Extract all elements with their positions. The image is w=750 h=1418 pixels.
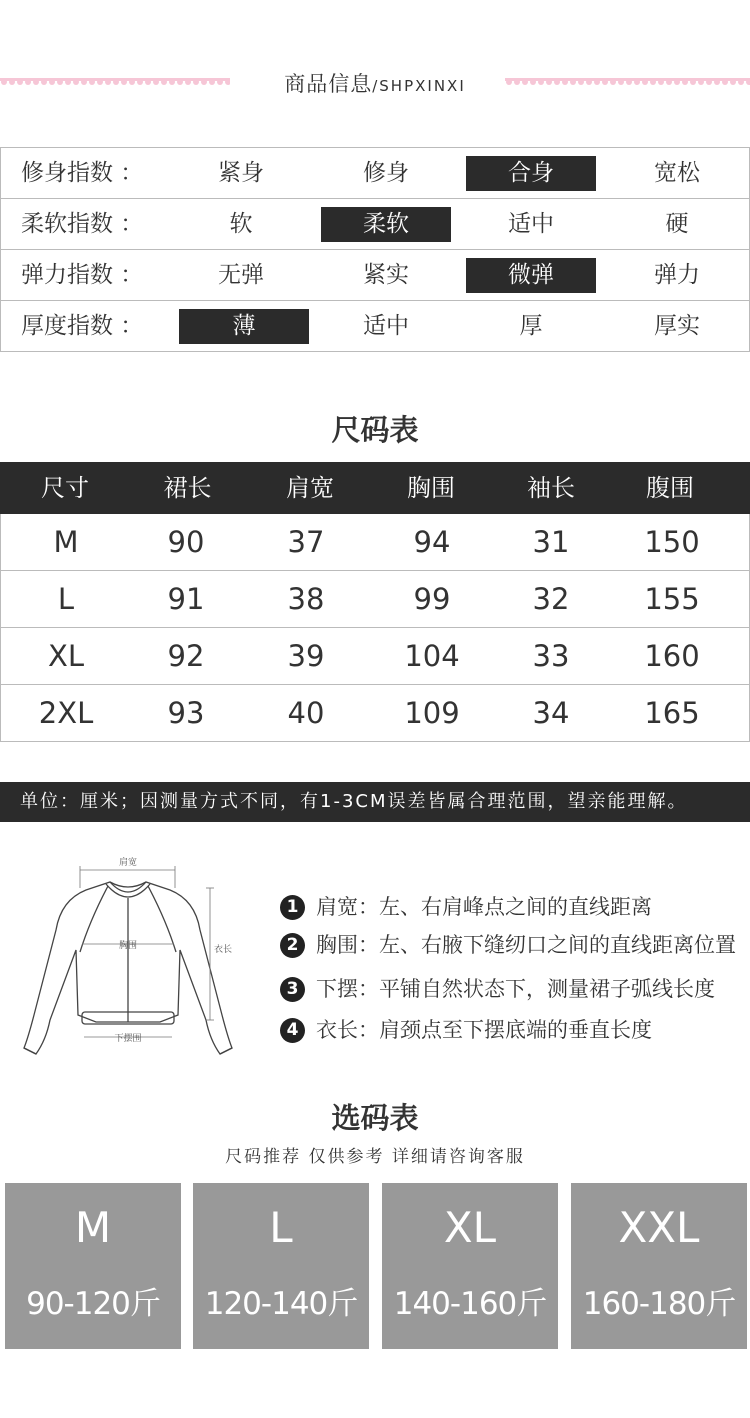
attr-option: 柔软 [321, 207, 451, 242]
measurement-number: 3 [280, 977, 305, 1002]
attr-row-elasticity [1, 250, 749, 301]
attr-option: 硬 [665, 211, 689, 237]
unit-note: 单位：厘米；因测量方式不同，有1-3CM误差皆属合理范围，望亲能理解。 [0, 782, 750, 822]
size-header-cell: 肩宽 [286, 474, 334, 502]
size-cell: 2XL [38, 696, 94, 730]
size-card-weight-range: 90-120斤 [26, 1286, 160, 1322]
size-cell: 99 [413, 582, 451, 616]
attr-label: 弹力指数 ： [21, 262, 144, 288]
size-cell: 104 [404, 639, 460, 673]
size-card-size: L [269, 1203, 293, 1252]
header-right-decoration [505, 78, 750, 86]
size-cell: XL [47, 639, 85, 673]
size-cell: 91 [167, 582, 205, 616]
diagram-label-hem: 下摆围 [114, 1034, 142, 1044]
size-cell: 109 [404, 696, 460, 730]
jacket-measurement-diagram [10, 840, 260, 1070]
attr-label: 柔软指数 ： [21, 211, 144, 237]
size-card-xxl [571, 1183, 747, 1349]
size-cell: 34 [532, 696, 570, 730]
size-card-weight-range: 160-180斤 [582, 1286, 736, 1322]
diagram-label-shoulder: 肩宽 [118, 858, 138, 868]
size-header-cell: 尺寸 [41, 474, 89, 502]
measurement-number: 4 [280, 1018, 305, 1043]
size-cell: 33 [532, 639, 570, 673]
diagram-label-length: 衣长 [214, 945, 233, 955]
attr-label: 厚度指数 ： [21, 313, 144, 339]
size-row [0, 571, 750, 628]
size-picker-title: 选码表 [331, 1101, 419, 1135]
size-row [0, 685, 750, 742]
size-cell: 93 [167, 696, 205, 730]
attr-option: 微弹 [466, 258, 596, 293]
attr-option: 紧身 [218, 160, 264, 186]
measurement-number: 2 [280, 933, 305, 958]
size-row [0, 628, 750, 685]
size-card-weight-range: 140-160斤 [393, 1286, 547, 1322]
size-chart-title: 尺码表 [331, 413, 419, 447]
size-picker-subtitle: 尺码推荐 仅供参考 详细请咨询客服 [225, 1147, 525, 1167]
size-cell: L [57, 582, 75, 616]
size-cell: M [53, 525, 79, 559]
attr-option: 薄 [179, 309, 309, 344]
size-card-size: XXL [618, 1203, 700, 1252]
attr-option: 修身 [363, 160, 409, 186]
attr-option: 适中 [508, 211, 554, 237]
attr-option: 弹力 [654, 262, 700, 288]
size-card-weight-range: 120-140斤 [204, 1286, 358, 1322]
measurement-text: 衣长：肩颈点至下摆底端的垂直长度 [316, 1018, 652, 1042]
size-cell: 92 [167, 639, 205, 673]
attr-option: 厚 [519, 313, 543, 339]
size-cell: 165 [644, 696, 700, 730]
attr-row-fit [1, 148, 749, 199]
measurement-text: 肩宽：左、右肩峰点之间的直线距离 [316, 895, 652, 919]
attribute-table [0, 147, 750, 352]
size-cell: 94 [413, 525, 451, 559]
product-info-title-text: 商品信息 [284, 72, 373, 96]
size-cell: 150 [644, 525, 700, 559]
attr-option: 适中 [363, 313, 409, 339]
size-header-cell: 腹围 [646, 474, 694, 502]
measurement-text: 下摆：平铺自然状态下，测量裙子弧线长度 [316, 977, 715, 1001]
size-cell: 90 [167, 525, 205, 559]
attr-row-softness [1, 199, 749, 250]
size-cell: 37 [287, 525, 325, 559]
attr-option: 软 [229, 211, 253, 237]
product-info-subtitle: /SHPXINXI [372, 77, 466, 95]
attr-option: 无弹 [218, 262, 264, 288]
attr-option: 合身 [466, 156, 596, 191]
size-cell: 32 [532, 582, 570, 616]
size-card-xl [382, 1183, 558, 1349]
size-card-m [5, 1183, 181, 1349]
attr-label: 修身指数 ： [21, 160, 144, 186]
size-card-size: M [74, 1203, 112, 1252]
attr-option: 紧实 [363, 262, 409, 288]
measurement-text: 胸围：左、右腋下缝纫口之间的直线距离位置 [316, 933, 736, 957]
measurement-number: 1 [280, 895, 305, 920]
size-header-cell: 裙长 [163, 474, 212, 502]
size-header-cell: 袖长 [527, 474, 575, 502]
diagram-label-chest: 胸围 [118, 941, 138, 951]
size-card-size: XL [443, 1203, 497, 1252]
size-card-l [193, 1183, 369, 1349]
product-info-header [0, 60, 750, 104]
size-table-header [0, 462, 750, 514]
size-cell: 39 [287, 639, 325, 673]
attr-row-thickness [1, 301, 749, 352]
attr-option: 厚实 [654, 313, 700, 339]
size-row [0, 514, 750, 571]
size-cell: 31 [532, 525, 570, 559]
size-header-cell: 胸围 [407, 474, 455, 502]
size-cell: 160 [644, 639, 700, 673]
attr-option: 宽松 [654, 160, 700, 186]
size-cell: 38 [287, 582, 325, 616]
size-cell: 155 [644, 582, 700, 616]
size-cell: 40 [287, 696, 325, 730]
